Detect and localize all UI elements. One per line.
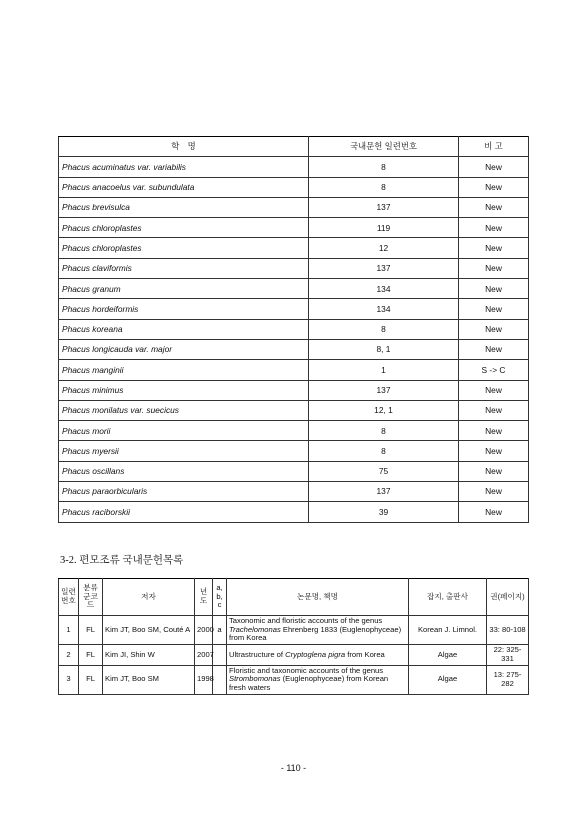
scientific-name-cell: Phacus anacoelus var. subundulata xyxy=(59,177,309,197)
author-cell: Kim JT, Boo SM, Couté A xyxy=(103,616,195,645)
reference-number-cell: 134 xyxy=(309,299,459,319)
header-scientific-name: 학 명 xyxy=(59,137,309,157)
note-cell: New xyxy=(459,319,529,339)
reference-number-cell: 8 xyxy=(309,421,459,441)
journal-cell: Algae xyxy=(409,645,487,665)
reference-number-cell: 1 xyxy=(309,360,459,380)
scientific-name-cell: Phacus koreana xyxy=(59,319,309,339)
reference-number-cell: 119 xyxy=(309,218,459,238)
reference-number-cell: 134 xyxy=(309,279,459,299)
header-abc: a, b, c xyxy=(213,579,227,616)
scientific-name-cell: Phacus claviformis xyxy=(59,258,309,278)
note-cell: New xyxy=(459,502,529,522)
scientific-name-cell: Phacus chloroplastes xyxy=(59,218,309,238)
author-cell: Kim JT, Boo SM xyxy=(103,665,195,694)
table-row xyxy=(59,279,529,299)
note-cell: New xyxy=(459,400,529,420)
reference-number-cell: 137 xyxy=(309,482,459,502)
table-row xyxy=(59,177,529,197)
taxon-code-cell: FL xyxy=(79,645,103,665)
scientific-name-cell: Phacus hordeiformis xyxy=(59,299,309,319)
title-cell xyxy=(227,665,409,694)
page-number: - 110 - xyxy=(280,763,307,773)
scientific-name-cell: Phacus monilatus var. suecicus xyxy=(59,400,309,420)
table-row xyxy=(59,502,529,522)
note-cell: New xyxy=(459,461,529,481)
table-row xyxy=(59,197,529,217)
reference-number-cell: 137 xyxy=(309,380,459,400)
literature-table-body xyxy=(59,616,529,695)
abc-cell: a xyxy=(213,616,227,645)
scientific-name-cell: Phacus myersii xyxy=(59,441,309,461)
note-cell: New xyxy=(459,421,529,441)
species-table xyxy=(58,136,529,523)
table-row xyxy=(59,482,529,502)
header-taxon-code: 분류군코드 xyxy=(79,579,103,616)
scientific-name-cell: Phacus granum xyxy=(59,279,309,299)
journal-cell: Korean J. Limnol. xyxy=(409,616,487,645)
table-row xyxy=(59,218,529,238)
title-italic-name: Strombomonas xyxy=(229,674,281,684)
serial-no-cell: 3 xyxy=(59,665,79,694)
header-journal: 잡지, 출판사 xyxy=(409,579,487,616)
reference-number-cell: 39 xyxy=(309,502,459,522)
literature-table-header xyxy=(59,579,529,616)
table-row xyxy=(59,380,529,400)
table-row xyxy=(59,616,529,645)
author-cell: Kim JI, Shin W xyxy=(103,645,195,665)
title-cell xyxy=(227,645,409,665)
scientific-name-cell: Phacus morii xyxy=(59,421,309,441)
taxon-code-cell: FL xyxy=(79,616,103,645)
scientific-name-cell: Phacus oscillans xyxy=(59,461,309,481)
title-text: Floristic and taxonomic accounts of the genus xyxy=(229,665,384,675)
note-cell: New xyxy=(459,218,529,238)
note-cell: New xyxy=(459,258,529,278)
note-cell: S -> C xyxy=(459,360,529,380)
year-cell: 2007 xyxy=(195,645,213,665)
title-text: Taxonomic and floristic accounts of the genus xyxy=(229,616,383,625)
header-note: 비 고 xyxy=(459,137,529,157)
table-row xyxy=(59,339,529,359)
scientific-name-cell: Phacus paraorbicularis xyxy=(59,482,309,502)
reference-number-cell: 8, 1 xyxy=(309,339,459,359)
year-cell: 1998 xyxy=(195,665,213,694)
table-row xyxy=(59,319,529,339)
table-row xyxy=(59,360,529,380)
reference-number-cell: 8 xyxy=(309,157,459,177)
note-cell: New xyxy=(459,177,529,197)
table-row xyxy=(59,400,529,420)
table-row xyxy=(59,157,529,177)
scientific-name-cell: Phacus raciborskii xyxy=(59,502,309,522)
table-row xyxy=(59,441,529,461)
serial-no-cell: 2 xyxy=(59,645,79,665)
reference-number-cell: 137 xyxy=(309,258,459,278)
note-cell: New xyxy=(459,238,529,258)
taxon-code-cell: FL xyxy=(79,665,103,694)
species-table-body xyxy=(59,157,529,522)
reference-number-cell: 75 xyxy=(309,461,459,481)
abc-cell xyxy=(213,645,227,665)
scientific-name-cell: Phacus acuminatus var. variabilis xyxy=(59,157,309,177)
volume-pages-cell: 33: 80-108 xyxy=(487,616,529,645)
table-row xyxy=(59,645,529,665)
species-table-header xyxy=(59,137,529,157)
reference-number-cell: 8 xyxy=(309,319,459,339)
reference-number-cell: 8 xyxy=(309,177,459,197)
note-cell: New xyxy=(459,299,529,319)
header-reference-number: 국내문헌 일련번호 xyxy=(309,137,459,157)
header-volume-pages: 권(페이지) xyxy=(487,579,529,616)
header-serial-no: 일련번호 xyxy=(59,579,79,616)
header-author: 저자 xyxy=(103,579,195,616)
title-cell xyxy=(227,616,409,645)
note-cell: New xyxy=(459,380,529,400)
note-cell: New xyxy=(459,279,529,299)
header-year: 년도 xyxy=(195,579,213,616)
header-title: 논문명, 책명 xyxy=(227,579,409,616)
title-text: from Korea xyxy=(345,649,385,659)
reference-number-cell: 137 xyxy=(309,197,459,217)
serial-no-cell: 1 xyxy=(59,616,79,645)
title-text: Ultrastructure of xyxy=(229,649,286,659)
note-cell: New xyxy=(459,197,529,217)
title-text: (Euglenophyceae) from Korean fresh waters xyxy=(229,674,389,693)
table-row xyxy=(59,299,529,319)
reference-number-cell: 12 xyxy=(309,238,459,258)
title-italic-name: Trachelomonas xyxy=(229,624,281,634)
table-row xyxy=(59,421,529,441)
reference-number-cell: 12, 1 xyxy=(309,400,459,420)
scientific-name-cell: Phacus longicauda var. major xyxy=(59,339,309,359)
volume-pages-cell: 13: 275-282 xyxy=(487,665,529,694)
table-row xyxy=(59,461,529,481)
section-title: 3-2. 편모조류 국내문헌목록 xyxy=(60,555,184,566)
scientific-name-cell: Phacus minimus xyxy=(59,380,309,400)
note-cell: New xyxy=(459,157,529,177)
abc-cell xyxy=(213,665,227,694)
scientific-name-cell: Phacus manginii xyxy=(59,360,309,380)
reference-number-cell: 8 xyxy=(309,441,459,461)
journal-cell: Algae xyxy=(409,665,487,694)
note-cell: New xyxy=(459,441,529,461)
note-cell: New xyxy=(459,482,529,502)
title-italic-name: Cryptoglena pigra xyxy=(285,649,346,659)
table-row xyxy=(59,258,529,278)
note-cell: New xyxy=(459,339,529,359)
table-row xyxy=(59,238,529,258)
scientific-name-cell: Phacus chloroplastes xyxy=(59,238,309,258)
table-row xyxy=(59,665,529,694)
year-cell: 2000 xyxy=(195,616,213,645)
literature-table xyxy=(58,578,529,695)
scientific-name-cell: Phacus brevisulca xyxy=(59,197,309,217)
title-text: Ehrenberg 1833 (Euglenophyceae) from Korea xyxy=(229,624,402,643)
volume-pages-cell: 22: 325-331 xyxy=(487,645,529,665)
